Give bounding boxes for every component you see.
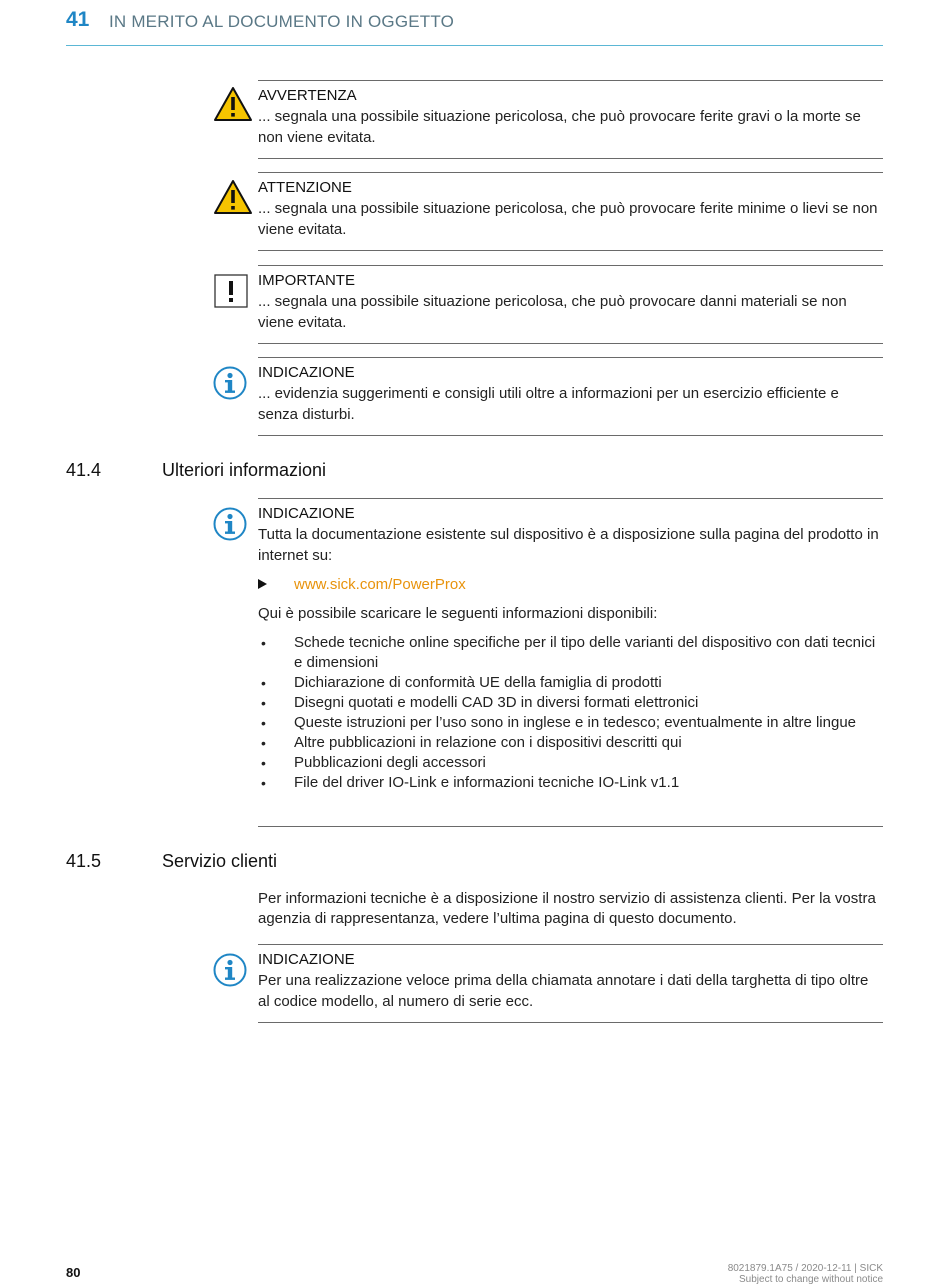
warning-triangle-icon (213, 179, 253, 220)
list-item: • File del driver IO-Link e informazioni tecniche IO-Link v1.1 (258, 773, 883, 793)
notice-avvertenza (258, 80, 883, 160)
list-item: • Disegni quotati e modelli CAD 3D in diversi formati elettronici (258, 693, 883, 713)
info-circle-icon (213, 953, 247, 992)
list-item: • Altre pubblicazioni in relazione con i dispositivi descritti qui (258, 733, 883, 753)
section-number: 41.4 (66, 460, 102, 480)
note-label: INDICAZIONE (258, 505, 355, 522)
info-circle-icon (213, 366, 247, 405)
warning-triangle-icon (213, 86, 253, 127)
note-label: INDICAZIONE (258, 951, 355, 968)
list-item: • Dichiarazione di conformità UE della famiglia di prodotti (258, 673, 883, 693)
list-item: • Schede tecniche online specifiche per il tipo delle varianti del dispositivo con dati tecnici e dimensioni (258, 633, 883, 673)
section-title: Servizio clienti (162, 851, 278, 871)
note-bottom-rule (258, 1022, 883, 1023)
list-item: • Pubblicazioni degli accessori (258, 753, 883, 773)
doc-id: 8021879.1A75 / 2020-12-11 | SICK (727, 1263, 883, 1274)
product-link[interactable]: www.sick.com/PowerProx (294, 576, 466, 593)
section-number: 41.5 (66, 851, 102, 871)
notice-text: ... segnala una possibile situazione pericolosa, che può provocare danni materiali se non viene evitata. (258, 293, 847, 331)
note-bottom-rule (258, 826, 883, 827)
notice-importante (258, 265, 883, 345)
page-header (66, 8, 883, 46)
notice-text: ... segnala una possibile situazione pericolosa, che può provocare ferite minime o lievi se non viene evitata. (258, 200, 878, 238)
page-number: 80 (66, 1265, 81, 1280)
notice-bottom-rule (258, 158, 883, 159)
notice-text: ... evidenzia suggerimenti e consigli utili oltre a informazioni per un esercizio efficiente e senza disturbi. (258, 385, 839, 423)
chapter-number: 41 (66, 8, 90, 31)
notice-label: AVVERTENZA (258, 87, 357, 104)
notice-text: ... segnala una possibile situazione pericolosa, che può provocare ferite gravi o la morte se non viene evitata. (258, 108, 861, 146)
note-top-rule (258, 944, 883, 945)
service-intro: Per informazioni tecniche è a disposizione il nostro servizio di assistenza clienti. Per la vostra agenzia di rappresentanza, vedere l’ultima pagina di questo documento. (258, 890, 876, 927)
notice-indicazione (258, 357, 883, 437)
notice-label: IMPORTANTE (258, 272, 355, 289)
chapter-title: IN MERITO AL DOCUMENTO IN OGGETTO (109, 12, 455, 31)
notice-bottom-rule (258, 435, 883, 436)
info-circle-icon (213, 507, 247, 546)
notice-top-rule (258, 357, 883, 358)
notice-top-rule (258, 265, 883, 266)
notice-label: ATTENZIONE (258, 179, 352, 196)
download-list (258, 633, 883, 793)
notice-top-rule (258, 172, 883, 173)
notice-attenzione (258, 172, 883, 252)
list-item: • Queste istruzioni per l’uso sono in inglese e in tedesco; eventualmente in altre lingue (258, 713, 883, 733)
notice-bottom-rule (258, 250, 883, 251)
note-text: Per una realizzazione veloce prima della chiamata annotare i dati della targhetta di tipo oltre al codice modello, al numero di serie ecc. (258, 972, 869, 1010)
notice-top-rule (258, 80, 883, 81)
service-note (258, 944, 883, 1024)
note-text: Tutta la documentazione esistente sul dispositivo è a disposizione sulla pagina del prodotto in internet su: (258, 526, 879, 564)
footer-doc-info (728, 1263, 883, 1285)
section-title: Ulteriori informazioni (162, 460, 327, 480)
notice-bottom-rule (258, 343, 883, 344)
note-top-rule (258, 498, 883, 499)
arrow-right-icon (258, 579, 267, 589)
exclamation-box-icon (214, 274, 248, 313)
disclaimer: Subject to change without notice (739, 1274, 883, 1285)
notice-label: INDICAZIONE (258, 364, 355, 381)
download-intro: Qui è possibile scaricare le seguenti informazioni disponibili: (258, 605, 658, 622)
